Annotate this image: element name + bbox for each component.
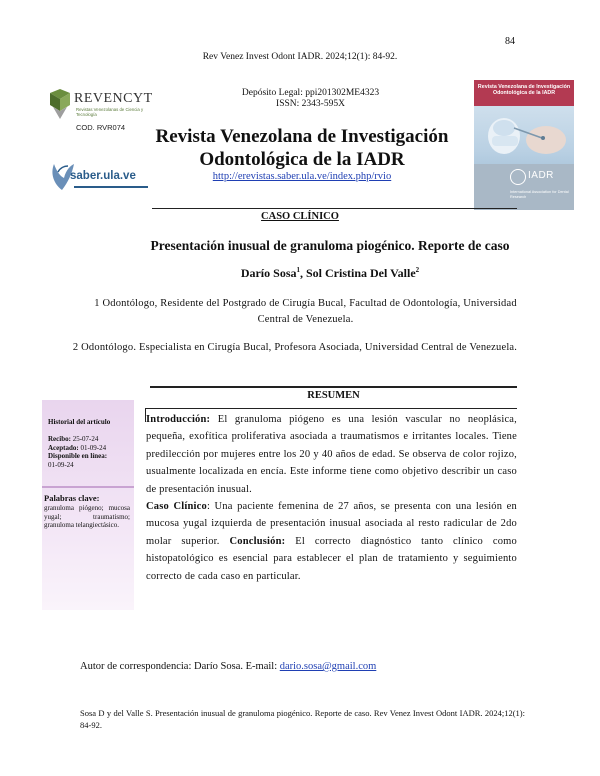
case-label: Caso Clínico [146,501,207,513]
revencyt-name: REVENCYT [74,91,153,106]
sidebar-divider [42,486,134,488]
author-1-affiliation-marker: 1 [296,266,300,274]
iadr-ring-icon [510,169,526,185]
correspondence-label: Autor de correspondencia: Darío Sosa. E-mail: [80,661,280,672]
case-text: : Una paciente femenina de 27 años, se presenta con una lesión en mucosa yugal izquierda de presentación inusual asociada al resto radicular de 2do molar superior. [146,501,517,547]
cover-iadr-name: IADR [528,170,554,181]
abstract-top-rule [150,408,517,409]
keywords-heading: Palabras clave: [44,493,100,503]
affiliation-2: 2 Odontólogo. Especialista en Cirugía Bucal, Profesora Asociada, Universidad Central de Venezuela. [72,342,518,353]
accepted-date-row [48,444,134,453]
online-label: Disponible en línea: [48,452,108,460]
saber-underline [74,186,148,188]
abstract-introduction [146,411,517,498]
conclusion-label: Conclusión: [229,535,286,547]
journal-identifiers [218,88,403,110]
accepted-label: Aceptado: [48,443,79,452]
revencyt-subtitle: Revistas Venezolanas de Ciencia y Tecnología [76,107,144,117]
abstract-case [146,498,517,585]
issn: ISSN: 2343-595X [276,99,345,109]
saber-ula-name: saber.ula.ve [70,170,136,182]
author-1: Darío Sosa [240,266,297,280]
author-2: Sol Cristina Del Valle [305,266,416,280]
accepted-date: 01-09-24 [80,443,107,452]
received-date-row [48,435,134,444]
author-2-affiliation-marker: 2 [415,266,420,274]
footer-citation: Sosa D y del Valle S. Presentación inusual de granuloma piogénico. Reporte de caso. Rev Venez Invest Odont IADR. 2024;12(1): 84-92. [80,708,525,730]
journal-cover-image [474,80,574,210]
article-history-dates [48,435,134,469]
received-date: 25-07-24 [72,435,99,443]
keywords-list: granuloma piógeno; mucosa yugal; traumatismo; granuloma telangiectásico. [44,504,130,529]
received-label: Recibo: [48,435,71,443]
revencyt-emblem-icon [48,89,72,119]
journal-url-link[interactable]: http://erevistas.saber.ula.ve/index.php/rvio [212,171,392,182]
cover-iadr-subtitle: International Association for Dental Research [510,190,569,199]
correspondence-email-link[interactable]: dario.sosa@gmail.com [279,661,377,672]
page-number: 84 [505,36,515,47]
article-history-heading: Historial del artículo [48,418,111,426]
header-citation: Rev Venez Invest Odont IADR. 2024;12(1): 84-92. [202,52,398,62]
revencyt-code: COD. RVR074 [76,123,126,132]
author-separator: , [299,266,306,280]
article-title: Presentación inusual de granuloma piogénico. Reporte de caso [150,238,510,253]
online-date-row [48,452,134,461]
article-info-sidebar [42,400,134,610]
cover-iadr-band [474,164,574,210]
intro-label: Introducción: [146,414,211,425]
cover-title: Revista Venezolana de Investigación Odontológica de la IADR [474,80,574,106]
conclusion-text: El correcto diagnóstico tanto clínico como histopatológico es esencial para establecer el plan de tratamiento y seguimiento correcto de cada caso en particular. [146,535,517,582]
online-date: 01-09-24 [48,460,74,469]
resumen-top-rule [150,386,517,388]
revencyt-logo[interactable] [48,87,158,135]
resumen-heading: RESUMEN [307,390,360,401]
abstract-body [146,411,517,585]
author-list [60,266,600,281]
affiliation-1: 1 Odontólogo, Residente del Postgrado de Cirugía Bucal, Facultad de Odontología, Universidad Central de Venezuela. [94,298,517,325]
cover-dentist-illustration [474,106,574,164]
intro-text: El granuloma piógeno es una lesión vascular no neoplásica, pequeña, exofítica proliferativa asociada a traumatismos e irritantes locales. Tiene predilección por mujeres entre los 20 y 40 años de edad. Se observa de color rojizo, usualmente localizada en encía. Este informe tiene como objetivo describir un caso de presentación inusual. [146,414,517,495]
saber-ula-logo[interactable] [48,160,158,194]
deposito-legal: Depósito Legal: ppi201302ME4323 [241,88,380,98]
section-label: CASO CLÍNICO [261,211,339,222]
journal-title: Revista Venezolana de Investigación Odontológica de la IADR [155,126,449,170]
header-divider [152,208,517,209]
correspondence-line [80,661,376,672]
